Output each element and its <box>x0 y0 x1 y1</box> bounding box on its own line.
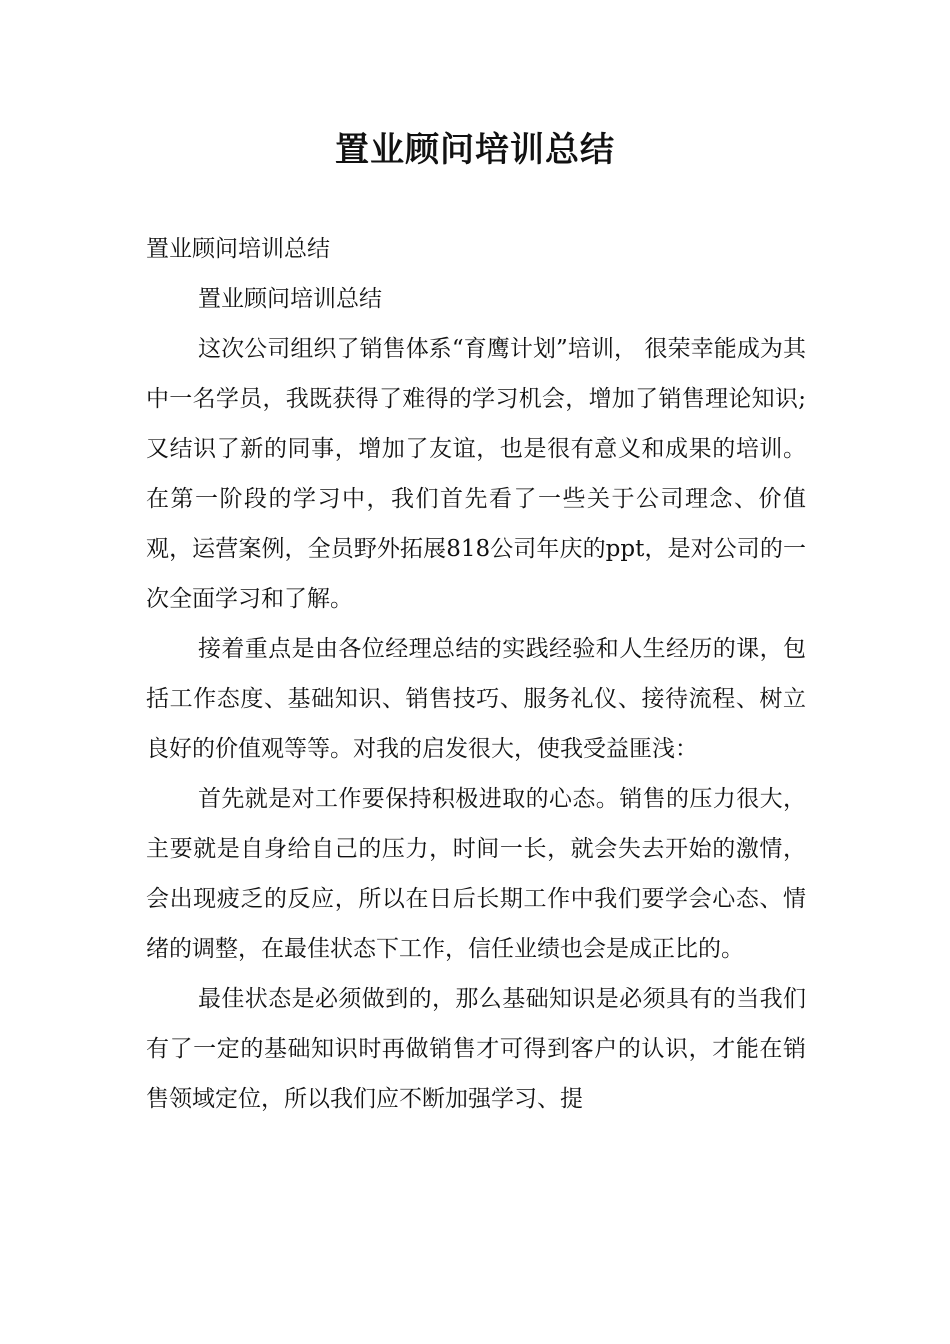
indented-heading: 置业顾问培训总结 <box>198 286 382 312</box>
paragraph-2: 接着重点是由各位经理总结的实践经验和人生经历的课，包括工作态度、基础知识、销售技巧、服务礼仪、接待流程、树立良好的价值观等等。对我的启发很大，使我受益匪浅： <box>146 636 806 762</box>
paragraph-3: 首先就是对工作要保持积极进取的心态。销售的压力很大，主要就是自身给自己的压力，时间一长，就会失去开始的激情，会出现疲乏的反应，所以在日后长期工作中我们要学会心态、情绪的调整，在最佳状态下工作，信任业绩也会是成正比的。 <box>146 786 806 962</box>
document-title: 置业顾问培训总结 <box>335 130 615 170</box>
paragraph-4: 最佳状态是必须做到的，那么基础知识是必须具有的当我们有了一定的基础知识时再做销售才可得到客户的认识，才能在销售领域定位，所以我们应不断加强学习、提 <box>146 986 806 1112</box>
document-body <box>146 224 806 1124</box>
subtitle-line: 置业顾问培训总结 <box>146 236 330 262</box>
paragraph-1: 这次公司组织了销售体系“育鹰计划”培训， 很荣幸能成为其中一名学员，我既获得了难得的学习机会，增加了销售理论知识;又结识了新的同事，增加了友谊，也是很有意义和成果的培训。在第一阶段的学习中，我们首先看了一些关于公司理念、价值观，运营案例，全员野外拓展818公司年庆的ppt，是对公司的一次全面学习和了解。 <box>146 336 806 612</box>
